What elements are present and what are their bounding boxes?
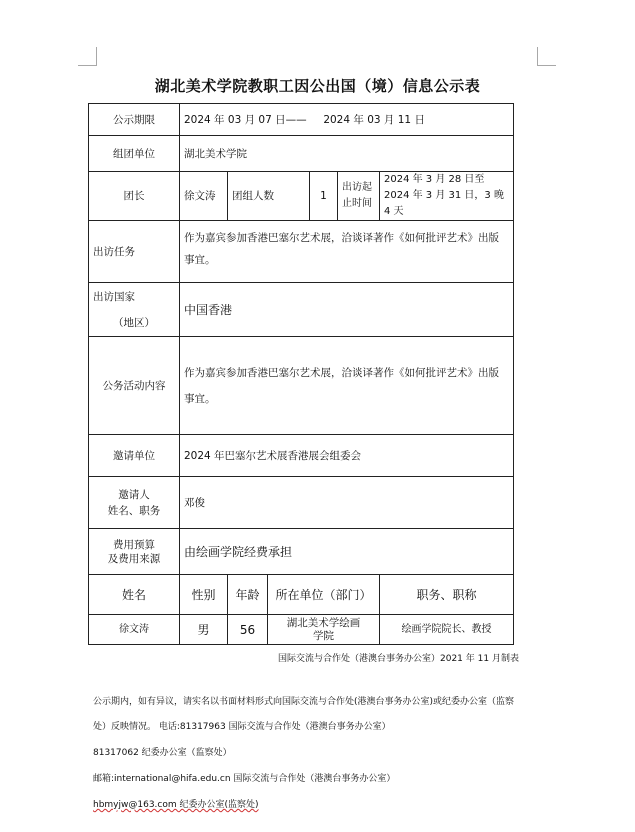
group-row (89, 136, 514, 172)
member-header-unit: 所在单位（部门） (268, 575, 380, 615)
country-value: 中国香港 (180, 283, 514, 337)
budget-label-line1: 费用预算 (113, 538, 155, 551)
footer-line-5: hbmyjw@163.com 纪委办公室(监察处) (93, 800, 259, 810)
member-unit (268, 615, 380, 645)
leader-value: 徐文涛 (180, 172, 228, 221)
country-row (89, 283, 514, 337)
period-row (89, 104, 514, 136)
inviter-row (89, 477, 514, 529)
inviter-label (89, 477, 180, 529)
footer-line-3: 81317062 纪委办公室（监察处） (93, 748, 232, 758)
country-label-line2: （地区） (113, 316, 155, 329)
period-value: 2024 年 03 月 07 日—— 2024 年 03 月 11 日 (180, 104, 514, 136)
member-position: 绘画学院院长、教授 (380, 615, 514, 645)
member-header-position: 职务、职称 (380, 575, 514, 615)
budget-label-line2: 及费用来源 (107, 552, 161, 565)
member-header-name: 姓名 (89, 575, 180, 615)
margin-corner-top-right (537, 47, 556, 66)
dates-label: 出访起止时间 (338, 172, 380, 221)
member-row (89, 615, 514, 645)
footer-line-1: 公示期内，如有异议，请实名以书面材料形式向国际交流与合作处(港澳台事务办公室)或纪委办公室（监察 (93, 697, 515, 707)
member-name: 徐文涛 (89, 615, 180, 645)
count-label: 团组人数 (228, 172, 310, 221)
inviter-label-line2: 姓名、职务 (107, 504, 161, 517)
dates-value: 2024 年 3 月 28 日至 2024 年 3 月 31 日，3 晚 4 天 (380, 172, 514, 221)
info-table (88, 103, 514, 645)
mission-label: 出访任务 (89, 221, 180, 283)
member-header-row (89, 575, 514, 615)
member-header-gender: 性别 (180, 575, 228, 615)
activity-row (89, 337, 514, 435)
leader-label: 团长 (89, 172, 180, 221)
margin-corner-top-left (78, 47, 97, 66)
leader-row (89, 172, 514, 221)
inviter-label-line1: 邀请人 (118, 488, 150, 501)
table-note: 国际交流与合作处（港澳台事务办公室）2021 年 11 月制表 (278, 654, 519, 664)
group-value: 湖北美术学院 (180, 136, 514, 172)
mission-row (89, 221, 514, 283)
member-header-age: 年龄 (228, 575, 268, 615)
inviter-org-label: 邀请单位 (89, 435, 180, 477)
inviter-org-value: 2024 年巴塞尔艺术展香港展会组委会 (180, 435, 514, 477)
document-title: 湖北美术学院教职工因公出国（境）信息公示表 (154, 77, 481, 95)
count-value: 1 (310, 172, 338, 221)
inviter-org-row (89, 435, 514, 477)
group-label: 组团单位 (89, 136, 180, 172)
member-gender: 男 (180, 615, 228, 645)
inviter-value: 邓俊 (180, 477, 514, 529)
footer-line-4: 邮箱:international@hifa.edu.cn 国际交流与合作处（港澳台事务办公室） (93, 774, 396, 784)
country-label (89, 283, 180, 337)
member-unit-text: 湖北美术学绘画学院 (286, 616, 361, 642)
country-label-line1: 出访国家 (93, 290, 135, 303)
budget-value: 由绘画学院经费承担 (180, 529, 514, 575)
activity-label: 公务活动内容 (89, 337, 180, 435)
mission-value: 作为嘉宾参加香港巴塞尔艺术展，洽谈译著作《如何批评艺术》出版事宜。 (180, 221, 514, 283)
budget-row (89, 529, 514, 575)
period-label: 公示期限 (89, 104, 180, 136)
footer-line-2: 处）反映情况。 电话:81317963 国际交流与合作处（港澳台事务办公室） (93, 722, 391, 732)
budget-label (89, 529, 180, 575)
activity-value: 作为嘉宾参加香港巴塞尔艺术展，洽谈译著作《如何批评艺术》出版事宜。 (180, 337, 514, 435)
member-age: 56 (228, 615, 268, 645)
